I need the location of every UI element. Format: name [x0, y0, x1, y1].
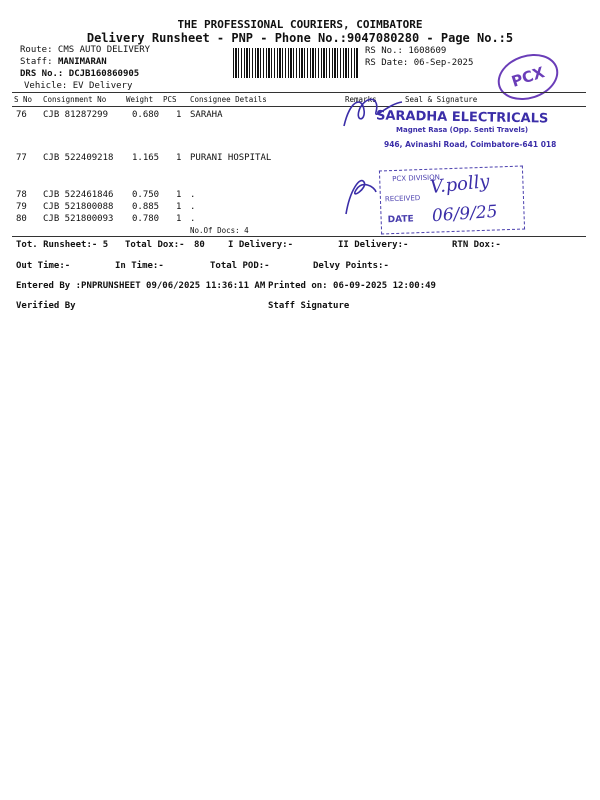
entered-row [0, 281, 600, 293]
vehicle-text: Vehicle: EV Delivery [24, 81, 133, 91]
row-weight: 0.750 [132, 190, 160, 200]
row-consignee: PURANI HOSPITAL [190, 153, 272, 163]
row-consignee: . [190, 190, 196, 200]
company-title: THE PROFESSIONAL COURIERS, COIMBATORE [177, 18, 423, 31]
tot-runsheet: Tot. Runsheet:- 5 [16, 240, 109, 250]
signature-scribble-2 [340, 170, 380, 220]
row-pcs: 1 [176, 202, 182, 212]
company-stamp-name: SARADHA ELECTRICALS [375, 108, 549, 127]
row-consignee: . [190, 214, 196, 224]
row-weight: 0.680 [132, 110, 160, 120]
staff-value: MANIMARAN [57, 57, 107, 67]
row-sno: 78 [16, 190, 27, 200]
entered-by: Entered By :PNPRUNSHEET 09/06/2025 11:36:11 AM [16, 281, 266, 291]
verify-row [0, 301, 600, 313]
pcx-stamp: PCX [492, 46, 565, 107]
totals-rule [12, 236, 586, 237]
totals-row [0, 240, 600, 252]
company-stamp-line2: 946, Avinashi Road, Coimbatore-641 018 [384, 140, 557, 149]
rs-date: RS Date: 06-Sep-2025 [365, 58, 474, 68]
row-consignment: CJB 522409218 [43, 153, 114, 163]
no-of-docs: No.Of Docs: 4 [190, 226, 249, 235]
col-pcs: PCS [163, 95, 177, 104]
times-row [0, 261, 600, 273]
row-consignee: SARAHA [190, 110, 223, 120]
row-consignee: . [190, 202, 196, 212]
rs-number: RS No.: 1608609 [365, 46, 447, 56]
out-time: Out Time:- [16, 261, 71, 271]
runsheet-subtitle: Delivery Runsheet - PNP - Phone No.:9047080280 - Page No.:5 [86, 31, 514, 45]
total-dox-value: 80 [194, 240, 205, 250]
received-stamp-date-label: DATE [387, 214, 414, 226]
col-sno: S No [14, 95, 33, 104]
row-sno: 80 [16, 214, 27, 224]
row-sno: 77 [16, 153, 27, 163]
row-weight: 1.165 [132, 153, 160, 163]
row-consignment: CJB 81287299 [43, 110, 109, 120]
signature-scribble-1 [340, 92, 410, 132]
row-pcs: 1 [176, 214, 182, 224]
row-pcs: 1 [176, 153, 182, 163]
delvy-points: Delvy Points:- [313, 261, 389, 271]
company-stamp-line1: Magnet Rasa (Opp. Senti Travels) [396, 126, 529, 134]
row-consignment: CJB 521800088 [43, 202, 114, 212]
row-sno: 76 [16, 110, 27, 120]
drs-label: DRS No.: [20, 69, 69, 79]
barcode-image [233, 48, 359, 78]
row-pcs: 1 [176, 110, 182, 120]
col-consignee: Consignee Details [190, 95, 267, 104]
table-header-rule [12, 106, 586, 107]
row-pcs: 1 [176, 190, 182, 200]
col-consignment: Consignment No [43, 95, 107, 104]
staff-signature: Staff Signature [268, 301, 350, 311]
in-time: In Time:- [115, 261, 164, 271]
ii-delivery: II Delivery:- [338, 240, 409, 250]
row-consignment: CJB 521800093 [43, 214, 114, 224]
drs-line [20, 69, 139, 79]
row-weight: 0.780 [132, 214, 160, 224]
verified-by: Verified By [16, 301, 76, 311]
col-seal: Seal & Signature [405, 95, 478, 104]
drs-value: DCJB160860905 [68, 69, 140, 79]
i-delivery: I Delivery:- [228, 240, 294, 250]
handwritten-initials: V.polly [429, 170, 491, 199]
total-pod: Total POD:- [210, 261, 270, 271]
table-top-rule [12, 92, 586, 93]
table-row [0, 153, 600, 165]
printed-on: Printed on: 06-09-2025 12:00:49 [268, 281, 436, 291]
row-consignment: CJB 522461846 [43, 190, 114, 200]
received-stamp-received: RECEIVED [384, 194, 421, 204]
rtn-dox: RTN Dox:- [452, 240, 501, 250]
staff-label: Staff: [20, 57, 58, 67]
col-remarks: Remarks [345, 95, 377, 104]
total-dox-label: Total Dox:- [125, 240, 185, 250]
handwritten-date: 06/9/25 [431, 201, 499, 227]
row-weight: 0.885 [132, 202, 160, 212]
row-sno: 79 [16, 202, 27, 212]
col-weight: Weight [126, 95, 154, 104]
staff-line [20, 57, 107, 67]
route-text: Route: CMS AUTO DELIVERY [20, 45, 151, 55]
received-stamp-division: PCX DIVISION [392, 173, 441, 184]
